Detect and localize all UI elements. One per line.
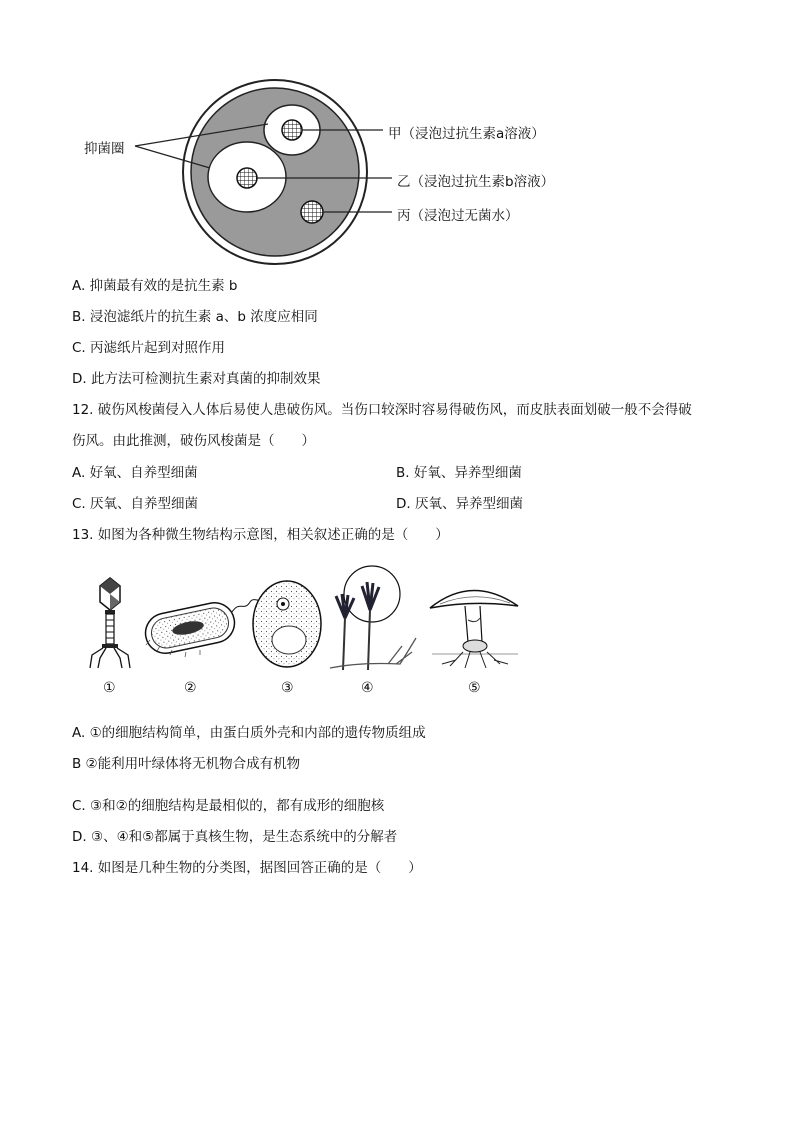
q12-option-d[interactable]: D. 厌氧、异养型细菌 (396, 496, 523, 512)
q13-option-b[interactable]: B ②能利用叶绿体将无机物合成有机物 (72, 756, 301, 772)
figure-number-2: ② (184, 680, 197, 696)
q13-option-c[interactable]: C. ③和②的细胞结构是最相似的，都有成形的细胞核 (72, 798, 385, 814)
penicillium-illustration (330, 566, 416, 670)
q12-option-b[interactable]: B. 好氧、异养型细菌 (396, 465, 522, 481)
figure-number-3: ③ (281, 680, 294, 696)
q14-stem: 14. 如图是几种生物的分类图，据图回答正确的是（ ） (72, 860, 422, 876)
mushroom-illustration (430, 590, 518, 668)
q13-option-a[interactable]: A. ①的细胞结构简单，由蛋白质外壳和内部的遗传物质组成 (72, 725, 426, 741)
q11-option-b[interactable]: B. 浸泡滤纸片的抗生素 a、b 浓度应相同 (72, 309, 318, 325)
label-disc-yi: 乙（浸泡过抗生素b溶液） (397, 174, 555, 190)
label-disc-bing: 丙（浸泡过无菌水） (397, 208, 519, 224)
q11-option-a[interactable]: A. 抑菌最有效的是抗生素 b (72, 278, 238, 294)
q13-option-d[interactable]: D. ③、④和⑤都属于真核生物，是生态系统中的分解者 (72, 829, 398, 845)
q12-option-a[interactable]: A. 好氧、自养型细菌 (72, 465, 198, 481)
q12-option-c[interactable]: C. 厌氧、自养型细菌 (72, 496, 199, 512)
q13-stem: 13. 如图为各种微生物结构示意图，相关叙述正确的是（ ） (72, 527, 449, 543)
figure-number-4: ④ (361, 680, 374, 696)
bacteriophage-illustration (90, 578, 130, 668)
label-disc-jia: 甲（浸泡过抗生素a溶液） (388, 126, 545, 142)
figure-number-1: ① (103, 680, 116, 696)
label-inhibition-zone: 抑菌圈 (84, 141, 125, 157)
q11-option-d[interactable]: D. 此方法可检测抗生素对真菌的抑制效果 (72, 371, 321, 387)
bacterium-illustration (142, 598, 264, 657)
figure-number-5: ⑤ (468, 680, 481, 696)
yeast-cell-illustration (253, 581, 321, 667)
q11-option-c[interactable]: C. 丙滤纸片起到对照作用 (72, 340, 226, 356)
q12-stem-line1: 12. 破伤风梭菌侵入人体后易使人患破伤风。当伤口较深时容易得破伤风，而皮肤表面划破一般不会得破 (72, 402, 692, 418)
q12-stem-line2: 伤风。由此推测，破伤风梭菌是（ ） (72, 433, 315, 449)
